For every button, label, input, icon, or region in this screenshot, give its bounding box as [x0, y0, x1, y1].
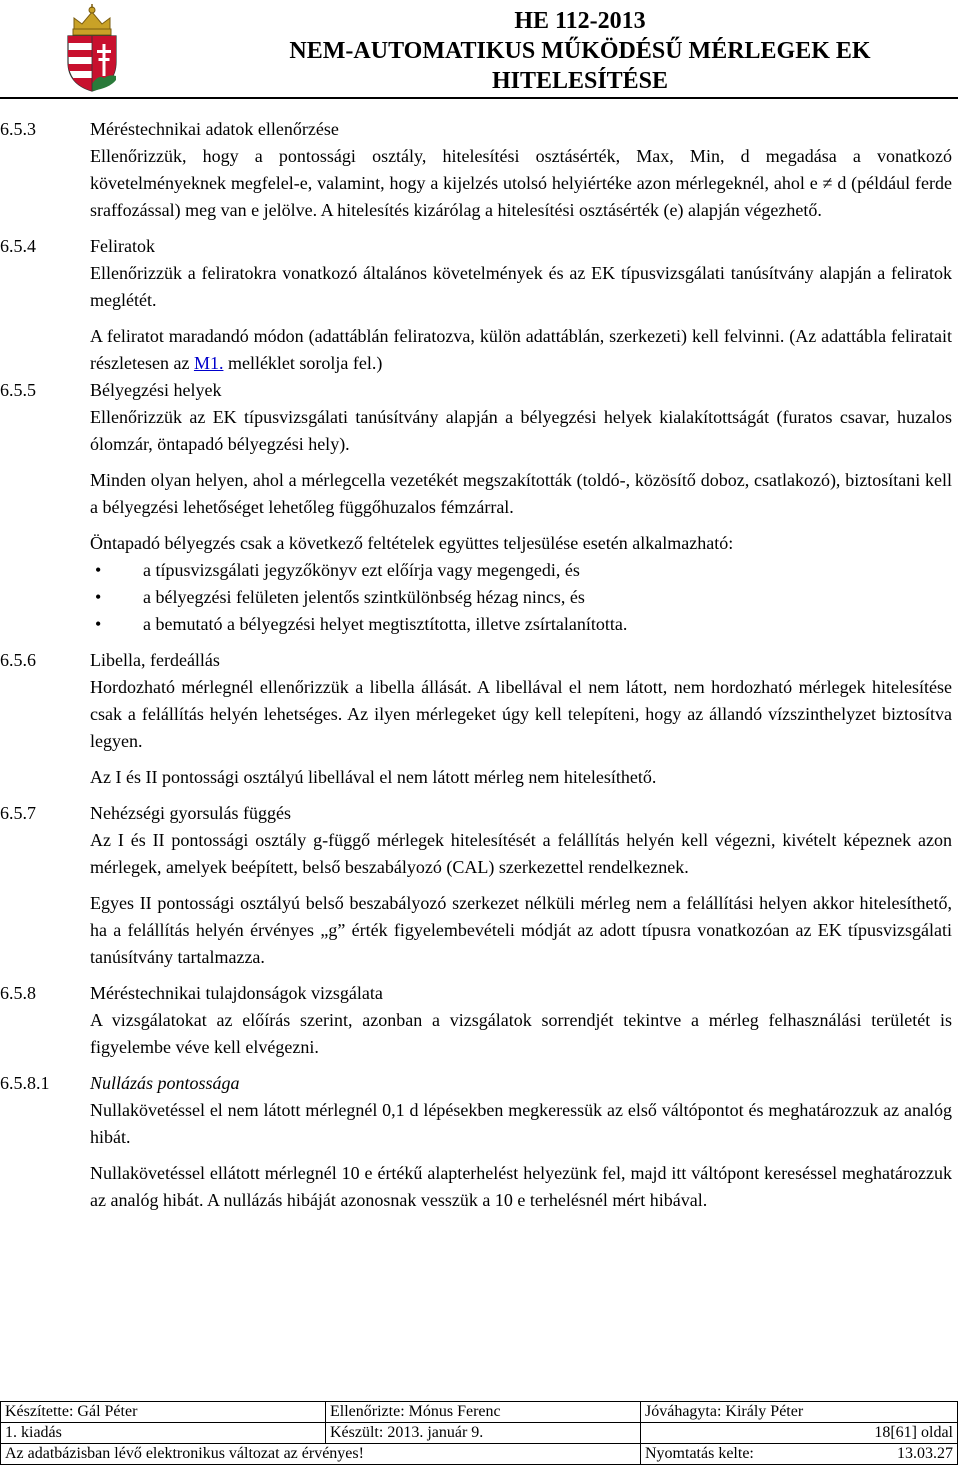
- list-item: • a típusvizsgálati jegyzőkönyv ezt előírja vagy megengedi, és: [0, 557, 952, 584]
- paragraph-text: melléklet sorolja fel.): [223, 353, 383, 373]
- section-number: 6.5.4: [0, 236, 36, 256]
- section-number: 6.5.6: [0, 650, 36, 670]
- paragraph: Egyes II pontossági osztályú belső beszabályozó szerkezet nélküli mérleg nem a felállítási helyen akkor hitelesíthető, ha a felállítás helyén érvényes „g” érték figyelembevételi módját az adott típusra vonatkozóan az EK típusvizsgálati tanúsítvány tartalmazza.: [90, 893, 952, 967]
- section-title: Libella, ferdeállás: [90, 650, 220, 670]
- paragraph: Ellenőrizzük a feliratokra vonatkozó általános követelmények és az EK típusvizsgálati tanúsítvány alapján a feliratok meglétét.: [90, 263, 952, 310]
- paragraph: Ellenőrizzük, hogy a pontossági osztály, hitelesítési osztásérték, Max, Min, d megadása a vonatkozó követelményeknek megfelel-e, valamint, hogy a kijelzés utolsó helyiértéke azon mérlegeknél, ahol e ≠ d (például ferde sraffozással) meg van e jelölve. A hitelesítés kizárólag a hitelesítési osztásérték (e) alapján végezhető.: [90, 146, 952, 220]
- section-title: Nullázás pontossága: [90, 1073, 240, 1093]
- section-6-5-5: [0, 377, 952, 557]
- approved-by: Jóváhagyta: Király Péter: [641, 1402, 958, 1423]
- document-title: [200, 6, 960, 96]
- prepared-by: Készítette: Gál Péter: [1, 1402, 326, 1423]
- section-title: Nehézségi gyorsulás függés: [90, 803, 291, 823]
- document-code: HE 112-2013: [514, 8, 646, 34]
- print-date-label: Nyomtatás kelte:: [645, 1445, 754, 1462]
- paragraph: Az I és II pontossági osztályú libellával el nem látott mérleg nem hitelesíthető.: [90, 767, 657, 787]
- checked-by: Ellenőrizte: Mónus Ferenc: [326, 1402, 641, 1423]
- section-number: 6.5.7: [0, 803, 36, 823]
- hungarian-coat-of-arms-icon: [62, 4, 122, 92]
- section-6-5-6: [0, 647, 952, 791]
- section-title: Feliratok: [90, 236, 155, 256]
- section-title: Méréstechnikai adatok ellenőrzése: [90, 119, 339, 139]
- paragraph: Öntapadó bélyegzés csak a következő feltételek együttes teljesülése esetén alkalmazható:: [90, 533, 734, 553]
- page-content: [0, 116, 952, 1214]
- list-item: • a bemutató a bélyegzési helyet megtisztította, illetve zsírtalanította.: [0, 611, 952, 638]
- section-number: 6.5.3: [0, 119, 36, 139]
- page-header: [0, 0, 960, 95]
- list-item: • a bélyegzési felületen jelentős szintkülönbség hézag nincs, és: [0, 584, 952, 611]
- section-number: 6.5.8: [0, 983, 36, 1003]
- created-date: Készült: 2013. január 9.: [326, 1423, 641, 1444]
- section-number: 6.5.5: [0, 380, 36, 400]
- paragraph: Minden olyan helyen, ahol a mérlegcella vezetékét megszakították (toldó-, közösítő doboz, csatlakozó), biztosítani kell a bélyegzési lehetőséget lehetőleg függőhuzalos fémzárral.: [90, 470, 952, 517]
- section-title: Bélyegzési helyek: [90, 380, 222, 400]
- paragraph: Nullakövetéssel ellátott mérlegnél 10 e értékű alapterhelést helyezünk fel, majd itt váltópont kereséssel meghatározzuk az analóg hibát. A nullázás hibáját azonosnak vesszük a 10 e terhelésnél mért hibával.: [90, 1163, 952, 1210]
- paragraph: [90, 323, 952, 377]
- section-6-5-8: [0, 980, 952, 1061]
- paragraph: Az I és II pontossági osztály g-függő mérlegek hitelesítését a felállítás helyén kell végezni, kivételt képeznek azon mérlegek, amelyek beépített, belső beszabályozó (CAL) szerkezettel rendelkeznek.: [90, 830, 952, 877]
- section-6-5-8-1: [0, 1070, 952, 1214]
- document-title-line2: HITELESÍTÉSE: [491, 68, 669, 94]
- bullet-list: [0, 557, 952, 638]
- paragraph: Nullakövetéssel el nem látott mérlegnél 0,1 d lépésekben megkeressük az első váltópontot és meghatározzuk az analóg hibát.: [90, 1100, 952, 1147]
- page-number: 18[61] oldal: [641, 1423, 958, 1444]
- annex-m1-link[interactable]: M1.: [193, 353, 224, 373]
- paragraph: A vizsgálatokat az előírás szerint, azonban a vizsgálatok sorrendjét tekintve a mérleg felhasználási területét is figyelembe véve kell elvégezni.: [90, 1010, 952, 1057]
- section-6-5-3: [0, 116, 952, 224]
- validity-note: Az adatbázisban lévő elektronikus változat az érvényes!: [5, 1445, 364, 1462]
- section-6-5-4: [0, 233, 952, 377]
- document-title-line1: NEM-AUTOMATIKUS MŰKÖDÉSŰ MÉRLEGEK EK: [289, 38, 871, 64]
- section-6-5-7: [0, 800, 952, 971]
- section-number: 6.5.8.1: [0, 1073, 50, 1093]
- paragraph: Hordozható mérlegnél ellenőrizzük a libella állását. A libellával el nem látott, nem hordozható mérlegek hitelesítése csak a felállítás helyén lehetséges. Az ilyen mérlegeket úgy kell telepíteni, hogy az állandó vízszinthelyzet biztosítva legyen.: [90, 677, 952, 751]
- print-date: 13.03.27: [897, 1445, 953, 1462]
- paragraph-text: A feliratot maradandó módon (adattáblán feliratozva, külön adattáblán, szerkezeti) kell felvinni. (Az adattábla feliratait részletesen az: [90, 326, 952, 373]
- header-divider: [0, 97, 958, 99]
- page-footer: [0, 1401, 958, 1465]
- edition: 1. kiadás: [1, 1423, 326, 1444]
- paragraph: Ellenőrizzük az EK típusvizsgálati tanúsítvány alapján a bélyegzési helyek kialakítottságát (furatos csavar, huzalos ólomzár, öntapadó bélyegzési hely).: [90, 407, 952, 454]
- section-title: Méréstechnikai tulajdonságok vizsgálata: [90, 983, 383, 1003]
